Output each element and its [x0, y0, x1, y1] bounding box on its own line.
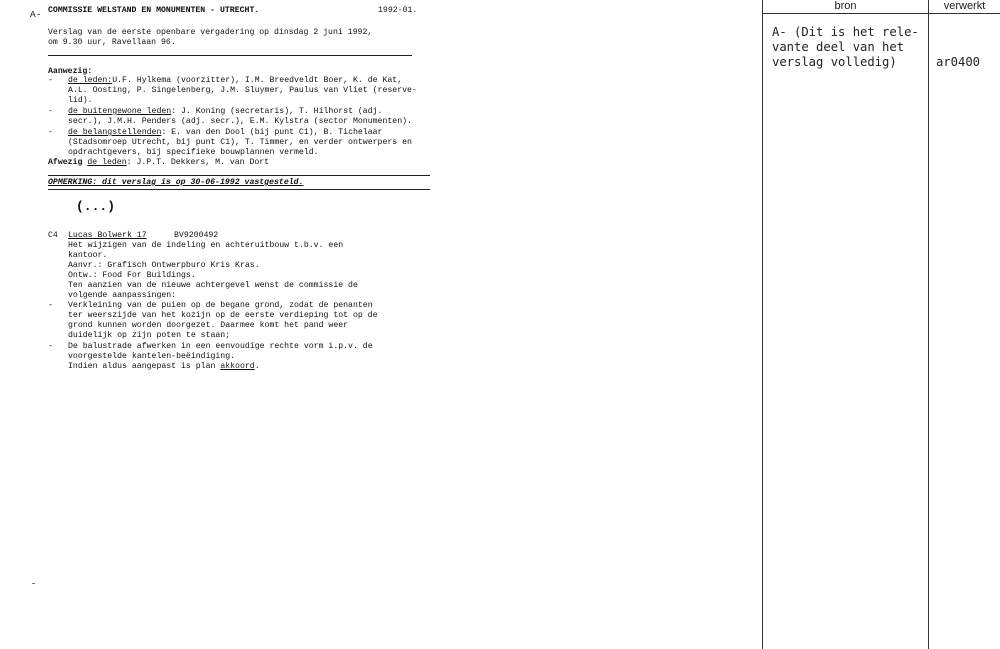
- intro-line-1: Verslag van de eerste openbare vergadering op dinsdag 2 juni 1992,: [48, 28, 373, 37]
- approval-word: akkoord: [220, 362, 255, 371]
- extra-members-label: de buitengewone leden: [68, 107, 172, 116]
- processed-reference: ar0400: [936, 55, 981, 69]
- item-line-8: ter weerszijde van het kozijn op de eerste verdieping tot op de: [68, 311, 378, 320]
- item-line-4: Ontw.: Food For Buildings.: [68, 271, 196, 280]
- column-divider-left: [762, 0, 763, 649]
- extra-members-line-2: secr.), J.M.H. Penders (adj. secr.), E.M. Kylstra (sector Monumenten).: [68, 117, 412, 126]
- scan-speck: [32, 583, 35, 584]
- divider-line: [48, 175, 430, 176]
- divider-line: [48, 189, 430, 190]
- item-reference: BV9200492: [174, 231, 219, 240]
- bullet-dash: -: [48, 76, 53, 85]
- source-note-line-1: A- (Dit is het rele-: [772, 25, 919, 39]
- members-line-3: lid).: [68, 96, 93, 105]
- absent-members-label: de leden: [87, 158, 127, 167]
- item-line-5: Ten aanzien van de nieuwe achtergevel wenst de commissie de: [68, 281, 358, 290]
- bullet-dash: -: [48, 342, 53, 351]
- item-address: Lucas Bolwerk 17: [68, 231, 147, 240]
- absent-line: [48, 158, 269, 169]
- ellipsis: (...): [76, 199, 116, 214]
- stakeholders-label: de belangstellenden: [68, 128, 162, 137]
- absent-label: Afwezig: [48, 158, 83, 167]
- item-line-13: [68, 362, 260, 373]
- divider-line: [48, 55, 412, 56]
- remark-line: OPMERKING: dit verslag is op 30-06-1992 vastgesteld.: [48, 178, 304, 187]
- stakeholders-line-3: opdrachtgevers, bij specifieke bouwplannen vermeld.: [68, 148, 319, 157]
- margin-mark: A-: [30, 9, 42, 20]
- extra-members-text-1: : J. Koning (secretaris), T. Hilhorst (adj.: [171, 107, 383, 116]
- item-line-13-text: Indien aldus aangepast is plan: [68, 362, 221, 371]
- item-line-10: duidelijk op zijn poten te staan;: [68, 331, 231, 340]
- source-note-line-2: vante deel van het: [772, 40, 905, 54]
- item-line-9: grond kunnen worden doorgezet. Daarmee komt het pand weer: [68, 321, 349, 330]
- present-heading: Aanwezig:: [48, 67, 93, 76]
- item-line-3: Aanvr.: Grafisch Ontwerpburo Kris Kras.: [68, 261, 260, 270]
- column-divider-middle: [928, 0, 929, 649]
- item-code: C4: [48, 231, 58, 240]
- stakeholders-text-1: : E. van den Dool (bij punt C1), B. Tichelaar: [161, 128, 383, 137]
- extra-members-line-1: [68, 107, 382, 118]
- stakeholders-line-1: [68, 128, 382, 139]
- members-line-1: [68, 76, 402, 87]
- item-line-13-end: .: [254, 362, 260, 371]
- stakeholders-line-2: (Stadsomroep Utrecht, bij punt C1), T. Timmer, en verder ontwerpers en: [68, 138, 412, 147]
- members-label: de leden:: [68, 76, 113, 85]
- members-text-1: U.F. Hylkema (voorzitter), I.M. Breedveldt Boer, K. de Kat,: [112, 76, 403, 85]
- bullet-dash: -: [48, 128, 53, 137]
- header-underline: [762, 13, 1000, 14]
- source-note-line-3: verslag volledig): [772, 55, 897, 69]
- bullet-dash: -: [48, 107, 53, 116]
- column-header-bron: bron: [834, 0, 857, 12]
- intro-line-2: om 9.30 uur, Ravellaan 96.: [48, 38, 176, 47]
- item-line-11: De balustrade afwerken in een eenvoudige rechte vorm i.p.v. de: [68, 342, 373, 351]
- column-header-verwerkt: verwerkt: [943, 0, 986, 12]
- members-line-2: A.L. Oosting, P. Singelenberg, J.M. Sluymer, Paulus van Vliet (reserve-: [68, 86, 417, 95]
- document-number: 1992-01.: [378, 6, 418, 15]
- item-line-6: volgende aanpassingen:: [68, 291, 177, 300]
- document-header-title: COMMISSIE WELSTAND EN MONUMENTEN - UTRECHT.: [48, 6, 260, 15]
- bullet-dash: -: [48, 301, 53, 310]
- absent-names: : J.P.T. Dekkers, M. van Dort: [126, 158, 270, 167]
- item-line-2: kantoor.: [68, 251, 108, 260]
- item-line-1: Het wijzigen van de indeling en achteruitbouw t.b.v. een: [68, 241, 344, 250]
- item-line-7: Verkleining van de puien op de begane grond, zodat de penanten: [68, 301, 373, 310]
- item-line-12: voorgestelde kantelen-beëindiging.: [68, 352, 236, 361]
